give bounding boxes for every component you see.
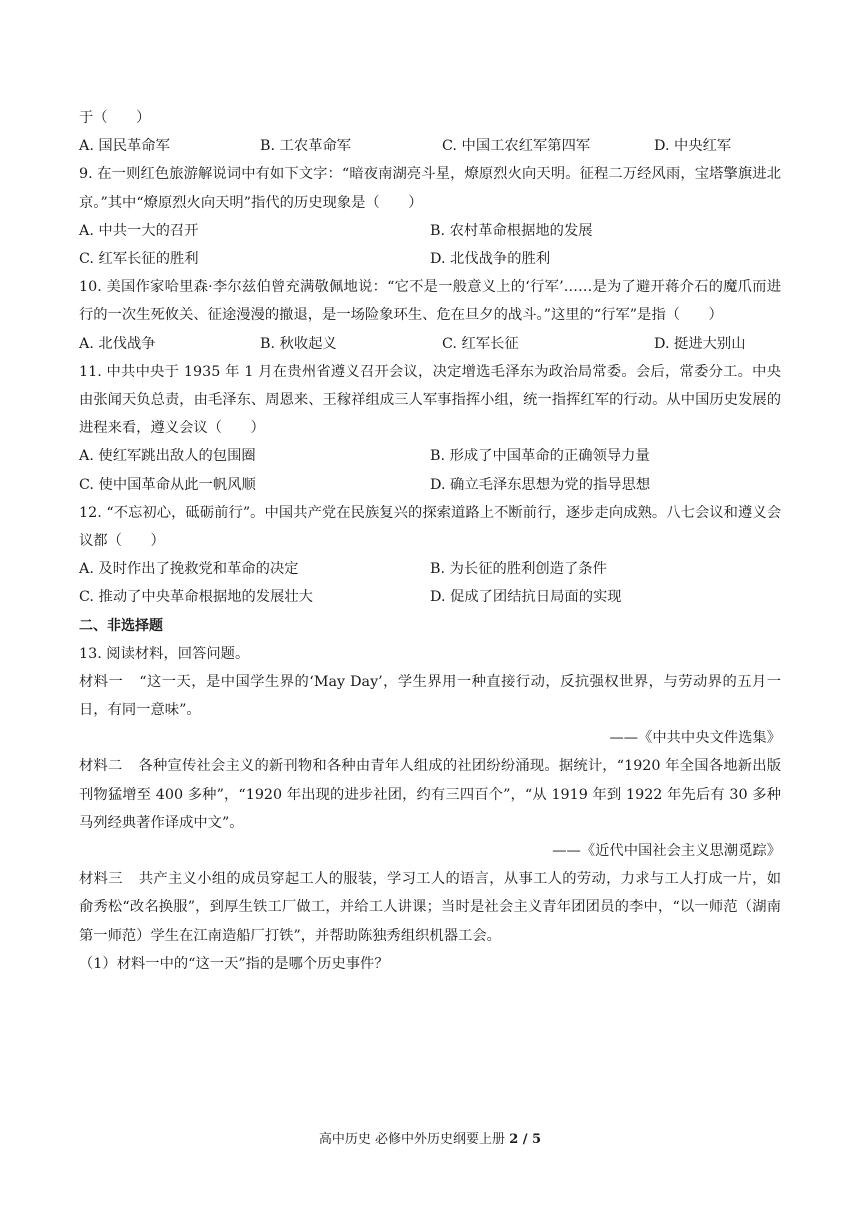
q13-subquestion-1: （1）材料一中的“这一天”指的是哪个历史事件？ <box>79 955 389 972</box>
q10-option-d: D. 挺进大别山 <box>654 335 746 352</box>
q8-option-b: B. 工农革命军 <box>260 138 352 155</box>
material-1-label: 材料一 <box>79 673 124 690</box>
q9-option-c: C. 红军长征的胜利 <box>79 250 199 267</box>
q12-option-b: B. 为长征的胜利创造了条件 <box>430 561 607 578</box>
q10-options <box>79 330 781 358</box>
q12-question: 12. “不忘初心，砥砺前行”。中国共产党在民族复兴的探索道路上不断前行，逐步走向成熟。八七会议和遵义会议都（ ） <box>79 504 781 549</box>
material-1 <box>79 668 781 724</box>
q11-option-a: A. 使红军跳出敌人的包围圈 <box>79 448 256 465</box>
material-2-label: 材料二 <box>79 758 123 775</box>
material-3-label: 材料三 <box>79 871 123 888</box>
material-2-source: ——《近代中国社会主义思潮觅踪》 <box>552 843 781 860</box>
material-3 <box>79 865 781 950</box>
material-3-text: 共产主义小组的成员穿起工人的服装，学习工人的语言，从事工人的劳动，力求与工人打成一片，如俞秀松“改名换服”，到厚生铁工厂做工，并给工人讲课；当时是社会主义青年团团员的李中，“以一师范（湖南第一师范）学生在江南造船厂打铁”，并帮助陈独秀组织机器工会。 <box>79 871 782 944</box>
q10-option-b: B. 秋收起义 <box>260 335 337 352</box>
q11-options-row1 <box>79 442 781 470</box>
section-heading: 二、非选择题 <box>79 617 163 634</box>
material-1-text: “这一天，是中国学生界的‘May Day’，学生界用一种直接行动，反抗强权世界，与劳动界的五月一日，有同一意味”。 <box>79 673 782 719</box>
material-2 <box>79 752 781 837</box>
q8-option-c: C. 中国工农红军第四军 <box>442 138 591 155</box>
material-1-source: ——《中共中央文件选集》 <box>609 730 781 747</box>
q8-tail: 于（ ） <box>79 110 151 126</box>
q13-intro: 13. 阅读材料，回答问题。 <box>79 645 250 662</box>
q9-question: 9. 在一则红色旅游解说词中有如下文字：“暗夜南湖亮斗星，燎原烈火向天明。征程二万经风雨，宝塔擎旗进北京。”其中“燎原烈火向天明”指代的历史现象是（ ） <box>79 166 781 211</box>
q11-option-c: C. 使中国革命从此一帆风顺 <box>79 476 256 493</box>
q8-option-d: D. 中央红军 <box>654 138 732 155</box>
q11-option-d: D. 确立毛泽东思想为党的指导思想 <box>430 476 651 493</box>
material-2-text: 各种宣传社会主义的新刊物和各种由青年人组成的社团纷纷涌现。据统计，“1920 年全国各地新出版刊物猛增至 400 多种”，“1920 年出现的进步社团，约有三四百个”，“从 1919 年到 1922 年先后有 30 多种马列经典著作译成中文”。 <box>79 758 781 831</box>
q12-option-c: C. 推动了中央革命根据地的发展壮大 <box>79 589 313 606</box>
q12-option-a: A. 及时作出了挽救党和革命的决定 <box>79 561 299 578</box>
footer-text: 高中历史 必修中外历史纲要上册 <box>318 1132 510 1147</box>
q9-option-a: A. 中共一大的召开 <box>79 222 199 239</box>
q12-options-row2 <box>79 583 781 611</box>
q9-options-row2 <box>79 245 781 273</box>
page-number: 2 / 5 <box>509 1132 542 1147</box>
q10-option-c: C. 红军长征 <box>442 335 519 352</box>
q11-options-row2 <box>79 471 781 499</box>
q8-option-a: A. 国民革命军 <box>79 138 170 155</box>
q12-option-d: D. 促成了团结抗日局面的实现 <box>430 589 622 606</box>
q10-option-a: A. 北伐战争 <box>79 335 156 352</box>
q8-options <box>79 132 781 160</box>
q11-option-b: B. 形成了中国革命的正确领导力量 <box>430 448 650 465</box>
q9-option-b: B. 农村革命根据地的发展 <box>430 222 593 239</box>
q9-options-row1 <box>79 217 781 245</box>
page-footer <box>0 1128 860 1147</box>
q11-question: 11. 中共中央于 1935 年 1 月在贵州省遵义召开会议，决定增选毛泽东为政治局常委。会后，常委分工。中央由张闻天负总责，由毛泽东、周恩来、王稼祥组成三人军事指挥小组，统一指挥红军的行动。从中国历史发展的进程来看，遵义会议（ ） <box>79 363 781 437</box>
q12-options-row1 <box>79 555 781 583</box>
page-content <box>79 104 781 978</box>
q10-question: 10. 美国作家哈里森·李尔兹伯曾充满敬佩地说：“它不是一般意义上的‘行军’……是为了避开蒋介石的魔爪而进行的一次生死攸关、征途漫漫的撤退，是一场险象环生、危在旦夕的战斗。”这里的“行军”是指（ ） <box>79 279 781 324</box>
q9-option-d: D. 北伐战争的胜利 <box>430 250 551 267</box>
